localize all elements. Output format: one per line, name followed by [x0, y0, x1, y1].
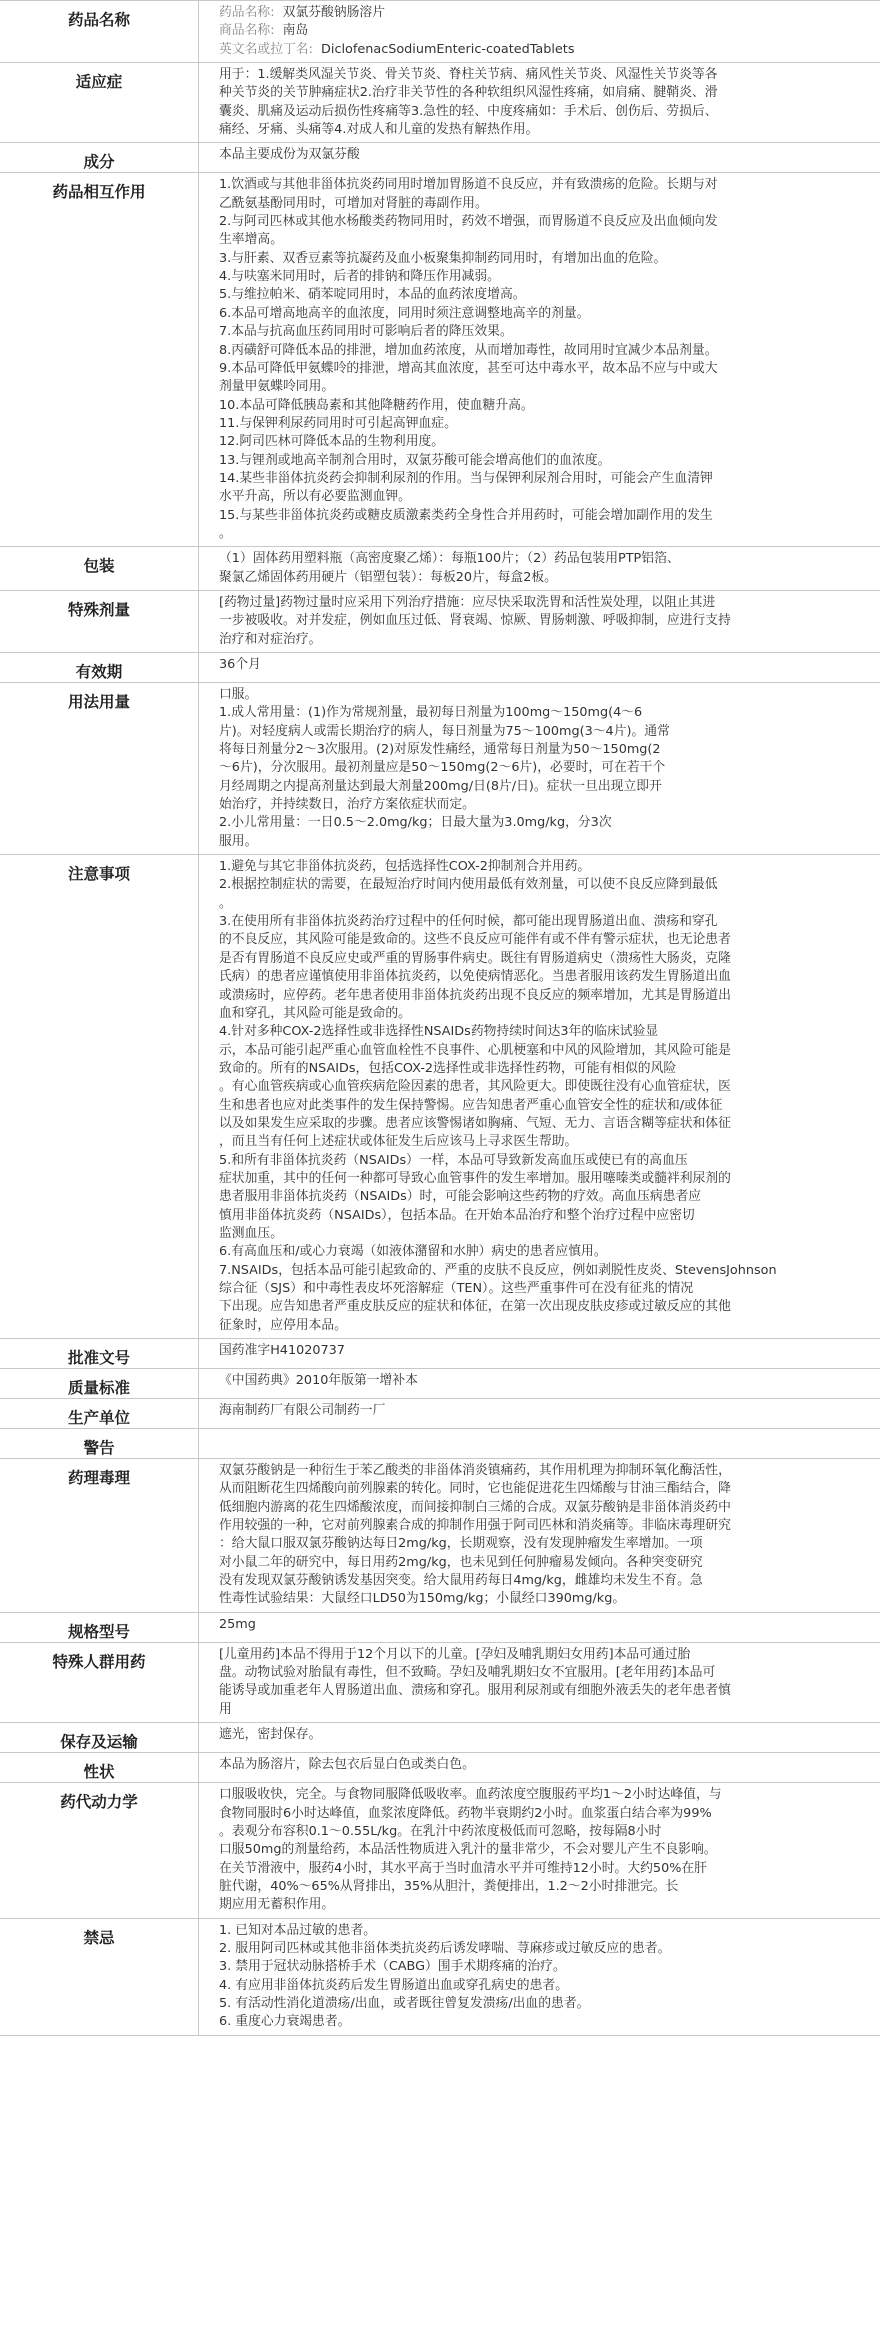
info-row: [0, 63, 880, 143]
text-line: 慎用非甾体抗炎药（NSAIDs），包括本品。在开始本品治疗和整个治疗过程中应密切: [219, 1207, 695, 1223]
text-line: 4.针对多种COX-2选择性或非选择性NSAIDs药物持续时间达3年的临床试验显: [219, 1024, 659, 1040]
text-line: 服用。: [219, 833, 258, 849]
text-line: 。有心血管疾病或心血管疾病危险因素的患者，其风险更大。即使既往没有心血管症状，医: [219, 1079, 731, 1095]
text-line: 3.在使用所有非甾体抗炎药治疗过程中的任何时候，都可能出现胃肠道出血、溃疡和穿孔: [219, 914, 718, 930]
text-line: 下出现。应告知患者严重皮肤反应的症状和体征，在第一次出现皮肤皮疹或过敏反应的其他: [219, 1299, 731, 1315]
field-value: [199, 1369, 880, 1399]
text-line: 种关节炎的关节肿痛症状2.治疗非关节性的各种软组织风湿性疼痛，如肩痛、腱鞘炎、滑: [219, 85, 718, 101]
info-row: [0, 590, 880, 652]
text-line: 症状加重，其中的任何一种都可导致心血管事件的发生率增加。服用噻嗪类或髓袢利尿剂的: [219, 1170, 731, 1186]
text-line: 4.与呋塞米同用时，后者的排钠和降压作用减弱。: [219, 269, 500, 285]
text-line: 。: [219, 525, 232, 541]
text-line: ～6片)，分次服用。最初剂量应是50～150mg(2～6片)，必要时，可在若干个: [219, 760, 666, 776]
text-line: 7.NSAIDs，包括本品可能引起致命的、严重的皮肤不良反应，例如剥脱性皮炎、StevensJohnson: [219, 1262, 777, 1278]
text-line: 作用较强的一种，它对前列腺素合成的抑制作用强于阿司匹林和消炎痛等。非临床毒理研究: [219, 1518, 731, 1534]
text-line: 6.本品可增高地高辛的血浓度，同用时须注意调整地高辛的剂量。: [219, 305, 590, 321]
text-line: ，而且当有任何上述症状或体征发生后应该马上寻求医生帮助。: [219, 1134, 578, 1150]
text-line: 3.与肝素、双香豆素等抗凝药及血小板聚集抑制药同用时，有增加出血的危险。: [219, 250, 667, 266]
text-line: 痛经、牙痛、头痛等4.对成人和儿童的发热有解热作用。: [219, 122, 539, 138]
field-label: 成分: [0, 143, 199, 173]
field-value: [199, 1, 880, 63]
field-label: 药理毒理: [0, 1459, 199, 1613]
name-value: 双氯芬酸钠肠溶片: [282, 5, 386, 20]
field-value: [199, 1339, 880, 1369]
text-line: 1.避免与其它非甾体抗炎药，包括选择性COX-2抑制剂合并用药。: [219, 859, 591, 875]
text-line: 对小鼠二年的研究中，每日用药2mg/kg，也未见到任何肿瘤易发倾向。各种突变研究: [219, 1554, 703, 1570]
text-line: 5. 有活动性消化道溃疡/出血，或者既往曾复发溃疡/出血的患者。: [219, 1995, 590, 2011]
text-line: 聚氯乙烯固体药用硬片（铝塑包装）：每板20片，每盒2板。: [219, 569, 557, 585]
text-line: 12.阿司匹林可降低本品的生物利用度。: [219, 434, 445, 450]
field-label: 性状: [0, 1753, 199, 1783]
field-label: 药品名称: [0, 1, 199, 63]
info-row: [0, 653, 880, 683]
info-row: [0, 1429, 880, 1459]
info-row: [0, 143, 880, 173]
field-label: 生产单位: [0, 1399, 199, 1429]
text-line: 期应用无蓄积作用。: [219, 1897, 335, 1913]
text-line: 海南制药厂有限公司制药一厂: [219, 1403, 386, 1419]
text-line: 食物同服时6小时达峰值，血浆浓度降低。药物半衰期约2小时。血浆蛋白结合率为99%: [219, 1805, 712, 1821]
text-line: 2.小儿常用量：一日0.5～2.0mg/kg；日最大量为3.0mg/kg，分3次: [219, 815, 612, 831]
text-line: [药物过量]药物过量时应采用下列治疗措施：应尽快采取洗胃和活性炭处理，以阻止其进: [219, 594, 716, 610]
text-line: 本品主要成份为双氯芬酸: [219, 147, 360, 163]
text-line: 生率增高。: [219, 232, 283, 248]
text-line: 或溃疡时，应停药。老年患者使用非甾体抗炎药出现不良反应的频率增加，尤其是胃肠道出: [219, 987, 731, 1003]
field-label: 有效期: [0, 653, 199, 683]
text-line: 《中国药典》2010年版第一增补本: [219, 1373, 418, 1389]
info-row: [0, 683, 880, 855]
text-line: 1.成人常用量：(1)作为常规剂量，最初每日剂量为100mg～150mg(4～6: [219, 705, 643, 721]
text-line: 一步被吸收。对并发症，例如血压过低、肾衰竭、惊厥、胃肠刺激、呼吸抑制，应进行支持: [219, 613, 731, 629]
text-line: 6.有高血压和/或心力衰竭（如液体潴留和水肿）病史的患者应慎用。: [219, 1244, 607, 1260]
text-line: 综合征（SJS）和中毒性表皮坏死溶解症（TEN）。这些严重事件可在没有征兆的情况: [219, 1281, 694, 1296]
text-line: 遮光，密封保存。: [219, 1727, 322, 1743]
name-line: [219, 41, 870, 59]
field-label: 保存及运输: [0, 1723, 199, 1753]
text-line: 没有发现双氯芬酸钠诱发基因突变。给大鼠用药每日4mg/kg，雌雄均未发生不育。急: [219, 1573, 703, 1589]
text-line: 14.某些非甾体抗炎药会抑制利尿剂的作用。当与保钾利尿剂合用时，可能会产生血清钾: [219, 470, 713, 486]
text-line: 4. 有应用非甾体抗炎药后发生胃肠道出血或穿孔病史的患者。: [219, 1977, 568, 1993]
info-row: [0, 1399, 880, 1429]
field-value: [199, 1783, 880, 1918]
field-label: 禁忌: [0, 1918, 199, 2035]
text-line: 口服。: [219, 687, 258, 702]
text-line: 口服吸收快，完全。与食物同服降低吸收率。血药浓度空腹服药平均1～2小时达峰值，与: [219, 1787, 722, 1803]
text-line: 2.与阿司匹林或其他水杨酸类药物同用时，药效不增强，而胃肠道不良反应及出血倾向发: [219, 214, 718, 230]
text-line: 2.根据控制症状的需要，在最短治疗时间内使用最低有效剂量，可以使不良反应降到最低: [219, 877, 718, 893]
text-line: 是否有胃肠道不良反应史或严重的胃肠事件病史。既往有胃肠道病史（溃疡性大肠炎，克隆: [219, 950, 731, 966]
info-row: [0, 1723, 880, 1753]
text-line: 在关节滑液中，服药4小时，其水平高于当时血清水平并可维持12小时。大约50%在肝: [219, 1860, 707, 1876]
field-value: [199, 143, 880, 173]
text-line: 以及如果发生应采取的步骤。患者应该警惕诸如胸痛、气短、无力、言语含糊等症状和体征: [219, 1115, 731, 1131]
text-line: ：给大鼠口服双氯芬酸钠达每日2mg/kg，长期观察，没有发现肿瘤发生率增加。一项: [219, 1536, 703, 1552]
text-line: 2. 服用阿司匹林或其他非甾体类抗炎药后诱发哮喘、荨麻疹或过敏反应的患者。: [219, 1940, 671, 1956]
text-line: 的不良反应，其风险可能是致命的。这些不良反应可能伴有或不伴有警示症状，也无论患者: [219, 932, 731, 948]
field-label: 特殊人群用药: [0, 1642, 199, 1722]
text-line: 剂量甲氨蝶呤同用。: [219, 379, 335, 395]
name-line: [219, 4, 870, 22]
field-value: [199, 1918, 880, 2035]
text-line: 36个月: [219, 657, 261, 672]
field-value: [199, 590, 880, 652]
name-value: 南岛: [282, 23, 309, 39]
field-value: [199, 1459, 880, 1613]
field-label: 药代动力学: [0, 1783, 199, 1918]
text-line: 10.本品可降低胰岛素和其他降糖药作用，使血糖升高。: [219, 397, 534, 413]
info-row: [0, 1, 880, 63]
text-line: 5.和所有非甾体抗炎药（NSAIDs）一样，本品可导致新发高血压或使已有的高血压: [219, 1152, 688, 1168]
info-row: [0, 1339, 880, 1369]
field-value: [199, 547, 880, 591]
name-key: 商品名称:: [219, 23, 275, 39]
text-line: 本品为肠溶片，除去包衣后显白色或类白色。: [219, 1757, 475, 1773]
text-line: [儿童用药]本品不得用于12个月以下的儿童。[孕妇及哺乳期妇女用药]本品可通过胎: [219, 1646, 691, 1662]
text-line: 将每日剂量分2～3次服用。(2)对原发性痛经，通常每日剂量为50～150mg(2: [219, 742, 661, 758]
text-line: 低细胞内游离的花生四烯酸浓度，而间接抑制白三烯的合成。双氯芬酸钠是非甾体消炎药中: [219, 1499, 731, 1515]
info-row: [0, 1918, 880, 2035]
field-value: [199, 1399, 880, 1429]
text-line: 双氯芬酸钠是一种衍生于苯乙酸类的非甾体消炎镇痛药，其作用机理为抑制环氧化酶活性，: [219, 1463, 731, 1479]
text-line: 能诱导或加重老年人胃肠道出血、溃疡和穿孔。服用利尿剂或有细胞外液丢失的老年患者慎: [219, 1683, 731, 1699]
field-label: 用法用量: [0, 683, 199, 855]
field-value: [199, 1753, 880, 1783]
field-label: 适应症: [0, 63, 199, 143]
text-line: 月经周期之内提高剂量达到最大剂量200mg/日(8片/日)。症状一旦出现立即开: [219, 778, 662, 794]
text-line: 乙酰氨基酚同用时，可增加对肾脏的毒副作用。: [219, 195, 488, 211]
text-line: 片)。对轻度病人或需长期治疗的病人，每日剂量为75～100mg(3～4片)。通常: [219, 723, 670, 739]
text-line: （1）固体药用塑料瓶（高密度聚乙烯）：每瓶100片；（2）药品包装用PTP铝箔、: [219, 551, 680, 567]
text-line: 11.与保钾利尿药同用时可引起高钾血症。: [219, 415, 457, 431]
text-line: 囊炎、肌痛及运动后损伤性疼痛等3.急性的轻、中度疼痛如：手术后、创伤后、劳损后、: [219, 103, 718, 119]
field-value: [199, 1429, 880, 1459]
name-line: [219, 22, 870, 40]
text-line: 患者服用非甾体抗炎药（NSAIDs）时，可能会影响这些药物的疗效。高血压病患者应: [219, 1189, 702, 1205]
text-line: 6. 重度心力衰竭患者。: [219, 2014, 351, 2030]
field-value: [199, 1723, 880, 1753]
text-line: 。: [219, 895, 232, 911]
text-line: 从而阻断花生四烯酸向前列腺素的转化。同时，它也能促进花生四烯酸与甘油三酯结合，降: [219, 1481, 731, 1497]
text-line: 致命的。所有的NSAIDs，包括COX-2选择性或非选择性药物，可能有相似的风险: [219, 1060, 677, 1076]
field-value: [199, 653, 880, 683]
text-line: 生和患者也应对此类事件的发生保持警惕。应告知患者严重心血管安全性的症状和/或体征: [219, 1097, 723, 1113]
text-line: 水平升高，所以有必要监测血钾。: [219, 489, 411, 505]
text-line: 血和穿孔，其风险可能是致命的。: [219, 1005, 411, 1021]
info-row: [0, 173, 880, 547]
text-line: 25mg: [219, 1616, 256, 1632]
text-line: 脏代谢，40%～65%从肾排出，35%从胆汁，粪便排出，1.2～2小时排泄完。长: [219, 1878, 679, 1894]
field-label: 警告: [0, 1429, 199, 1459]
info-row: [0, 855, 880, 1339]
name-key: 英文名或拉丁名:: [219, 41, 313, 57]
field-label: 注意事项: [0, 855, 199, 1339]
text-line: 氏病）的患者应谨慎使用非甾体抗炎药，以免使病情恶化。当患者服用该药发生胃肠道出血: [219, 969, 731, 985]
info-row: [0, 1612, 880, 1642]
field-label: 包装: [0, 547, 199, 591]
text-line: 征象时，应停用本品。: [219, 1317, 347, 1333]
field-value: [199, 63, 880, 143]
field-value: [199, 855, 880, 1339]
text-line: 口服50mg的剂量给药，本品活性物质进入乳汁的量非常少，不会对婴儿产生不良影响。: [219, 1842, 717, 1858]
info-row: [0, 1783, 880, 1918]
text-line: 治疗和对症治疗。: [219, 631, 322, 647]
text-line: 7.本品与抗高血压药同用时可影响后者的降压效果。: [219, 324, 513, 340]
info-row: [0, 547, 880, 591]
text-line: 始治疗，并持续数日，治疗方案依症状而定。: [219, 797, 475, 813]
field-label: 特殊剂量: [0, 590, 199, 652]
text-line: 监测血压。: [219, 1225, 283, 1241]
info-row: [0, 1369, 880, 1399]
text-line: 用于：1.缓解类风湿关节炎、骨关节炎、脊柱关节病、痛风性关节炎、风湿性关节炎等各: [219, 67, 718, 83]
text-line: 13.与锂剂或地高辛制剂合用时，双氯芬酸可能会增高他们的血浓度。: [219, 452, 611, 468]
info-row: [0, 1642, 880, 1722]
text-line: 。表观分布容积0.1～0.55L/kg。在乳汁中药浓度极低而可忽略，按每隔8小时: [219, 1823, 662, 1839]
field-value: [199, 1642, 880, 1722]
text-line: 国药准字H41020737: [219, 1343, 345, 1359]
field-label: 质量标准: [0, 1369, 199, 1399]
text-line: 盘。动物试验对胎鼠有毒性，但不致畸。孕妇及哺乳期妇女不宜服用。[老年用药]本品可: [219, 1665, 716, 1681]
text-line: 15.与某些非甾体抗炎药或糖皮质激素类药全身性合并用药时，可能会增加副作用的发生: [219, 507, 713, 523]
field-value: [199, 1612, 880, 1642]
name-value: DiclofenacSodiumEnteric-coatedTablets: [321, 41, 575, 57]
text-line: 用: [219, 1701, 232, 1717]
info-row: [0, 1753, 880, 1783]
text-line: 9.本品可降低甲氨蝶呤的排泄，增高其血浓度，甚至可达中毒水平，故本品不应与中或大: [219, 360, 718, 376]
field-label: 规格型号: [0, 1612, 199, 1642]
text-line: 1. 已知对本品过敏的患者。: [219, 1922, 377, 1938]
text-line: 8.丙磺舒可降低本品的排泄，增加血药浓度，从而增加毒性，故同用时宜减少本品剂量。: [219, 342, 718, 358]
text-line: 示，本品可能引起严重心血管血栓性不良事件、心肌梗塞和中风的风险增加，其风险可能是: [219, 1042, 731, 1058]
text-line: 3. 禁用于冠状动脉搭桥手术（CABG）围手术期疼痛的治疗。: [219, 1959, 566, 1975]
text-line: 1.饮酒或与其他非甾体抗炎药同用时增加胃肠道不良反应，并有致溃疡的危险。长期与对: [219, 177, 718, 193]
text-line: [219, 1432, 870, 1450]
text-line: 性毒性试验结果：大鼠经口LD50为150mg/kg；小鼠经口390mg/kg。: [219, 1591, 626, 1607]
text-line: 5.与维拉帕米、硝苯啶同用时，本品的血药浓度增高。: [219, 287, 526, 303]
field-label: 批准文号: [0, 1339, 199, 1369]
field-value: [199, 683, 880, 855]
info-row: [0, 1459, 880, 1613]
field-label: 药品相互作用: [0, 173, 199, 547]
field-value: [199, 173, 880, 547]
name-key: 药品名称:: [219, 5, 275, 20]
